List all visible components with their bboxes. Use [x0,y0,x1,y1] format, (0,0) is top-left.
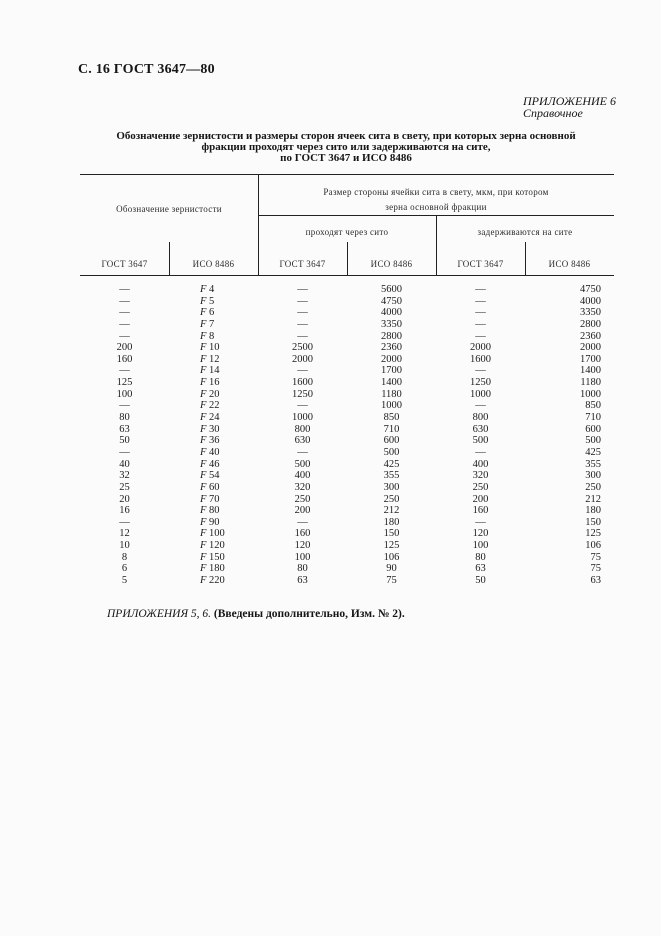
cell-iso-pass: 106 [383,551,400,563]
header-mesh-size-line-1: Размер стороны ячейки сита в свету, мкм, при котором [323,187,549,197]
cell-iso-pass: 4000 [381,307,402,319]
appendix-label [523,95,616,119]
cell-gost-retain: 63 [475,563,486,575]
table-row [80,575,614,587]
cell-gost-pass: 160 [294,528,311,540]
cell-iso-pass: 500 [383,446,400,458]
cell-iso-pass: 5600 [381,284,402,295]
cell-gost-grit: 25 [119,481,130,493]
grit-number: 90 [209,516,220,528]
cell-gost-retain: — [475,284,486,295]
cell-gost-grit: 80 [119,412,130,424]
grit-number: 30 [209,423,220,435]
cell-iso-pass: 2800 [381,330,402,342]
cell-iso-grit [200,575,225,587]
cell-iso-pass: 300 [383,481,400,493]
cell-iso-pass: 1000 [381,400,402,412]
cell-iso-pass: 600 [383,435,400,447]
cell-iso-pass: 425 [383,458,400,470]
table-row [80,517,614,529]
appendix-type: Справочное [523,106,583,120]
cell-gost-grit: 200 [116,342,133,354]
table-row [80,424,614,436]
cell-iso-retain: 4000 [580,295,601,307]
grit-prefix: F [200,423,207,435]
grit-number: 36 [209,435,220,447]
cell-iso-pass: 710 [383,423,400,435]
cell-gost-retain: — [475,295,486,307]
grit-prefix: F [200,470,207,482]
cell-iso-grit [200,331,214,343]
subheader-gost: ГОСТ 3647 [101,259,148,269]
cell-gost-pass: 630 [294,435,311,447]
cell-iso-grit [200,540,225,552]
cell-iso-retain: 75 [590,563,601,575]
cell-iso-grit [200,494,220,506]
table-row [80,365,614,377]
cell-gost-pass: 100 [294,551,311,563]
cell-gost-pass: 2000 [292,353,313,365]
subheader-gost: ГОСТ 3647 [457,259,504,269]
grit-number: 54 [209,470,220,482]
cell-iso-retain: 250 [585,481,601,493]
cell-iso-grit [200,563,225,575]
grit-number: 60 [209,481,220,493]
cell-gost-grit: — [119,516,130,528]
grit-prefix: F [200,388,207,400]
subheader-gost: ГОСТ 3647 [279,259,326,269]
grit-prefix: F [200,365,207,377]
table-row [80,552,614,564]
cell-gost-retain: 200 [472,493,489,505]
grit-prefix: F [200,563,207,575]
table-row [80,319,614,331]
table-top-rule [80,174,614,175]
cell-gost-grit: 20 [119,493,130,505]
grit-number: 80 [209,505,220,517]
grit-prefix: F [200,575,207,587]
table-row [80,540,614,552]
cell-gost-pass: 120 [294,540,311,552]
cell-gost-pass: 320 [294,481,311,493]
table-header-rule [80,275,614,276]
cell-gost-retain: 1600 [470,353,491,365]
grit-number: 46 [209,458,220,470]
cell-gost-retain: 500 [472,435,489,447]
cell-gost-grit: 125 [116,377,133,389]
grit-number: 6 [209,307,215,319]
cell-gost-pass: 80 [297,563,308,575]
table-row [80,342,614,354]
cell-gost-grit: 16 [119,505,130,517]
cell-gost-retain: — [475,516,486,528]
table-row [80,470,614,482]
cell-gost-pass: 200 [294,505,311,517]
footnote-appendices: ПРИЛОЖЕНИЯ 5, 6. [107,608,212,620]
cell-iso-retain: 4750 [580,284,601,295]
grit-prefix: F [200,295,207,307]
cell-gost-grit: 12 [119,528,130,540]
cell-gost-retain: — [475,446,486,458]
cell-gost-grit: 63 [119,423,130,435]
cell-gost-pass: — [297,307,308,319]
header-mesh-size-line-2: зерна основной фракции [385,202,487,212]
cell-iso-pass: 250 [383,493,400,505]
cell-gost-pass: 400 [294,470,311,482]
cell-gost-grit: — [119,400,130,412]
title-line-1: Обозначение зернистости и размеры сторон ячеек сита в свету, при которых зерна основной [116,130,576,142]
grit-prefix: F [200,412,207,424]
cell-gost-retain: 400 [472,458,489,470]
cell-iso-pass: 180 [383,516,400,528]
cell-gost-grit: — [119,284,130,295]
cell-gost-retain: 160 [472,505,489,517]
grit-number: 100 [209,528,225,540]
cell-iso-grit [200,377,220,389]
grit-number: 22 [209,400,220,412]
appendix-number: ПРИЛОЖЕНИЕ 6 [523,94,616,108]
grit-number: 120 [209,540,225,552]
cell-gost-pass: — [297,516,308,528]
cell-iso-retain: 600 [585,423,601,435]
table-row [80,296,614,308]
cell-gost-retain: 2000 [470,342,491,354]
table-row [80,412,614,424]
grit-prefix: F [200,528,207,540]
cell-iso-grit [200,459,220,471]
cell-iso-pass: 1700 [381,365,402,377]
cell-iso-retain: 106 [585,540,601,552]
grit-prefix: F [200,318,207,330]
table-row [80,400,614,412]
subheader-iso: ИСО 8486 [548,259,591,269]
cell-gost-pass: 63 [297,575,308,587]
cell-iso-retain: 1400 [580,365,601,377]
cell-gost-pass: — [297,365,308,377]
cell-gost-pass: 1250 [292,388,313,400]
cell-gost-grit: 6 [121,563,128,575]
grit-prefix: F [200,400,207,412]
cell-gost-grit: — [119,318,130,330]
cell-iso-pass: 4750 [381,295,402,307]
grit-number: 20 [209,388,220,400]
page-header: С. 16 ГОСТ 3647—80 [78,62,215,77]
grit-prefix: F [200,458,207,470]
table-row [80,284,614,296]
grit-prefix: F [200,540,207,552]
cell-iso-grit [200,552,225,564]
cell-gost-grit: — [119,446,130,458]
grit-number: 10 [209,342,220,354]
cell-gost-grit: — [119,330,130,342]
cell-gost-pass: — [297,318,308,330]
table-row [80,494,614,506]
table-row [80,377,614,389]
title-line-2: фракции проходят через сито или задерживаются на сите, [201,141,491,153]
cell-gost-grit: 100 [116,388,133,400]
cell-gost-retain: 320 [472,470,489,482]
cell-gost-retain: — [475,330,486,342]
cell-iso-grit [200,365,220,377]
cell-gost-pass: — [297,295,308,307]
cell-iso-retain: 212 [585,493,601,505]
cell-gost-pass: — [297,330,308,342]
cell-gost-grit: — [119,365,130,377]
table-row [80,307,614,319]
cell-gost-grit: 32 [119,470,130,482]
subheader-iso: ИСО 8486 [370,259,413,269]
grit-prefix: F [200,446,207,458]
cell-iso-pass: 355 [383,470,400,482]
cell-iso-retain: 1700 [580,353,601,365]
header-retained: задерживаются на сите [477,227,573,237]
cell-gost-retain: — [475,365,486,377]
grit-number: 40 [209,446,220,458]
cell-iso-pass: 90 [386,563,397,575]
grit-number: 24 [209,412,220,424]
grit-prefix: F [200,505,207,517]
cell-gost-grit: 160 [116,353,133,365]
cell-iso-pass: 1180 [381,388,402,400]
grit-number: 180 [209,563,225,575]
cell-iso-grit [200,296,214,308]
cell-iso-retain: 150 [585,516,601,528]
grit-prefix: F [200,481,207,493]
cell-iso-pass: 3350 [381,318,402,330]
table-row [80,563,614,575]
grit-number: 8 [209,330,215,342]
cell-iso-grit [200,319,214,331]
header-mesh-size [258,185,614,215]
cell-iso-pass: 2360 [381,342,402,354]
cell-iso-retain: 125 [585,528,601,540]
cell-gost-retain: 630 [472,423,489,435]
cell-gost-grit: — [119,295,130,307]
cell-gost-pass: 500 [294,458,311,470]
grit-prefix: F [200,284,207,295]
grit-number: 220 [209,575,225,587]
grit-number: 150 [209,551,225,563]
cell-iso-grit [200,528,225,540]
cell-gost-pass: 1600 [292,377,313,389]
footnote [107,608,405,620]
cell-iso-grit [200,505,220,517]
grit-number: 7 [209,318,215,330]
grit-number: 4 [209,284,215,295]
cell-iso-grit [200,470,220,482]
cell-gost-grit: — [119,307,130,319]
cell-iso-grit [200,482,220,494]
cell-gost-retain: 120 [472,528,489,540]
cell-iso-pass: 75 [386,575,397,587]
footnote-amendment: (Введены дополнительно, Изм. № 2). [213,608,405,620]
cell-iso-retain: 3350 [580,307,601,319]
cell-iso-retain: 180 [585,505,601,517]
table-row [80,435,614,447]
cell-gost-pass: 250 [294,493,311,505]
cell-iso-retain: 2360 [580,330,601,342]
cell-gost-pass: 800 [294,423,311,435]
grit-number: 12 [209,353,220,365]
cell-gost-retain: 100 [472,540,489,552]
subheader-iso: ИСО 8486 [192,259,235,269]
table-title [80,131,612,164]
header-pass-through: проходят через сито [305,227,389,237]
table-body [80,284,614,587]
cell-gost-grit: 5 [121,575,128,587]
cell-gost-grit: 40 [119,458,130,470]
cell-iso-grit [200,307,214,319]
cell-gost-retain: 50 [475,575,486,587]
grit-prefix: F [200,551,207,563]
grit-prefix: F [200,493,207,505]
table-row [80,505,614,517]
cell-gost-grit: 50 [119,435,130,447]
grit-number: 14 [209,365,220,377]
cell-gost-pass: — [297,400,308,412]
cell-iso-grit [200,342,220,354]
cell-gost-retain: — [475,307,486,319]
cell-iso-retain: 2800 [580,318,601,330]
cell-iso-grit [200,400,220,412]
grit-prefix: F [200,435,207,447]
cell-iso-pass: 850 [383,412,400,424]
grit-prefix: F [200,342,207,354]
cell-iso-retain: 300 [585,470,601,482]
grit-prefix: F [200,307,207,319]
cell-gost-retain: 250 [472,481,489,493]
cell-iso-retain: 425 [585,446,601,458]
cell-gost-pass: 2500 [292,342,313,354]
title-line-3: по ГОСТ 3647 и ИСО 8486 [280,152,412,164]
cell-iso-grit [200,517,220,529]
cell-iso-grit [200,354,220,366]
cell-iso-grit [200,389,220,401]
table-row [80,331,614,343]
cell-iso-retain: 500 [585,435,601,447]
grit-number: 5 [209,295,215,307]
cell-iso-retain: 1000 [580,388,601,400]
cell-iso-retain: 710 [585,412,601,424]
table-row [80,447,614,459]
cell-gost-retain: 1000 [470,388,491,400]
header-designation: Обозначение зернистости [116,204,222,214]
cell-iso-grit [200,447,220,459]
cell-iso-retain: 355 [585,458,601,470]
cell-iso-grit [200,412,220,424]
cell-gost-grit: 10 [119,540,130,552]
cell-iso-retain: 75 [590,551,601,563]
cell-gost-retain: 80 [475,551,486,563]
cell-gost-retain: — [475,318,486,330]
table-row [80,354,614,366]
cell-iso-pass: 1400 [381,377,402,389]
cell-gost-grit: 8 [121,551,128,563]
cell-gost-pass: — [297,284,308,295]
cell-iso-grit [200,435,220,447]
table-row [80,459,614,471]
cell-iso-grit [200,284,214,296]
grit-number: 16 [209,377,220,389]
grit-prefix: F [200,353,207,365]
cell-iso-pass: 2000 [381,353,402,365]
cell-gost-pass: — [297,446,308,458]
cell-gost-retain: 1250 [470,377,491,389]
cell-iso-retain: 63 [590,575,601,587]
table-row [80,389,614,401]
cell-iso-pass: 212 [383,505,400,517]
cell-iso-retain: 1180 [580,377,601,389]
cell-iso-retain: 850 [585,400,601,412]
table-row [80,482,614,494]
cell-gost-retain: — [475,400,486,412]
cell-gost-pass: 1000 [292,412,313,424]
cell-gost-retain: 800 [472,412,489,424]
table-row [80,528,614,540]
grit-prefix: F [200,377,207,389]
cell-iso-pass: 150 [383,528,400,540]
grit-prefix: F [200,330,207,342]
cell-iso-pass: 125 [383,540,400,552]
grit-number: 70 [209,493,220,505]
cell-iso-retain: 2000 [580,342,601,354]
grit-prefix: F [200,516,207,528]
cell-iso-grit [200,424,220,436]
